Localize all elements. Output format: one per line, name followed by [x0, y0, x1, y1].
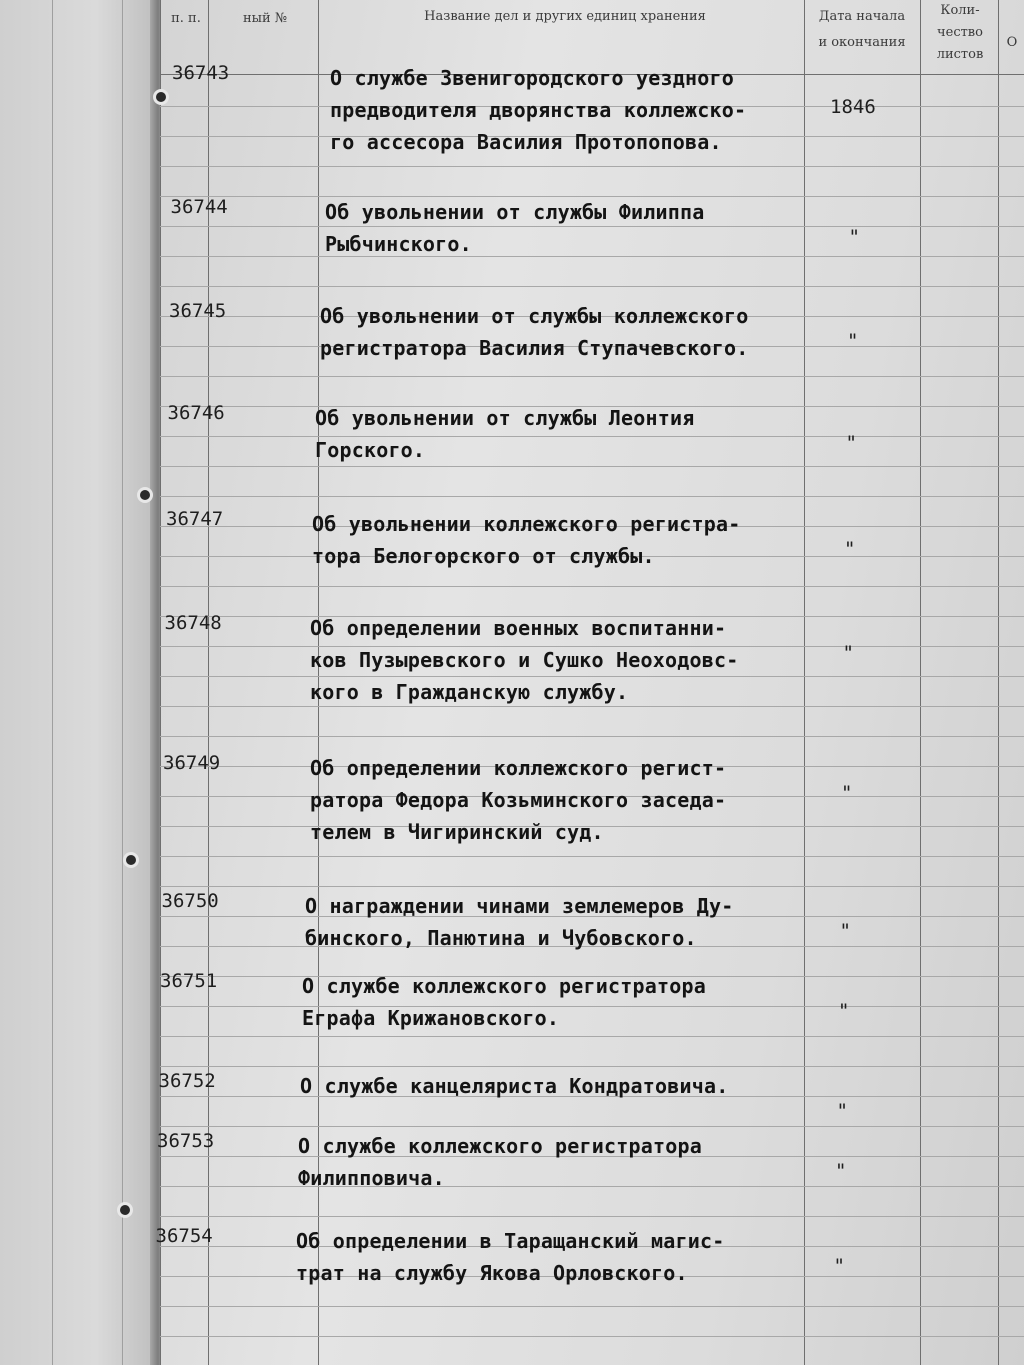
header-dates: Дата начала и окончания	[818, 9, 906, 50]
case-title-line: тора Белогорского от службы.	[312, 544, 655, 568]
case-title-line: Об определении в Таращанский магис-	[296, 1229, 725, 1253]
case-title-line: трат на службу Якова Орловского.	[296, 1261, 688, 1285]
case-date: "	[845, 432, 857, 454]
header-inv: ный №	[242, 11, 288, 26]
inventory-number: 36753	[157, 1130, 215, 1152]
case-date: "	[844, 538, 856, 560]
ruled-line	[160, 1336, 1024, 1337]
column-line-extra	[998, 0, 999, 1365]
ruled-line	[160, 736, 1024, 737]
case-title-line: Об увольнении от службы Филиппа	[325, 200, 705, 224]
case-date: "	[838, 1000, 850, 1022]
ruled-line	[160, 166, 1024, 167]
case-date: "	[842, 642, 854, 664]
inventory-number: 36752	[158, 1070, 216, 1092]
binding-ring	[140, 490, 150, 500]
case-title-line: Об увольнении коллежского регистра-	[312, 512, 741, 536]
case-date: "	[848, 226, 860, 248]
case-title-line: телем в Чигиринский суд.	[310, 820, 604, 844]
ruled-line	[160, 466, 1024, 467]
case-title-line: Об определении военных воспитанни-	[310, 616, 727, 640]
inventory-number: 36749	[163, 752, 221, 774]
binding-ring	[120, 1205, 130, 1215]
inventory-number: 36743	[172, 62, 230, 84]
column-line-num	[160, 0, 161, 1365]
inventory-number: 36748	[164, 612, 222, 634]
ruled-line	[160, 1036, 1024, 1037]
inventory-number: 36751	[160, 970, 218, 992]
ruled-line	[160, 586, 1024, 587]
case-title-line: предводителя дворянства коллежско-	[330, 98, 747, 122]
left-page-column-line	[122, 0, 123, 1365]
inventory-number: 36744	[170, 196, 228, 218]
ruled-line	[160, 1066, 1024, 1067]
ruled-line	[160, 886, 1024, 887]
binding-ring	[126, 855, 136, 865]
column-line-dates	[804, 0, 805, 1365]
header-count: Коли- чество листов	[936, 3, 984, 62]
ruled-line	[160, 1186, 1024, 1187]
case-title-line: ков Пузыревского и Сушко Неоходовс-	[310, 648, 739, 672]
inventory-number: 36746	[167, 402, 225, 424]
case-title-line: ратора Федора Козьминского заседа-	[310, 788, 727, 812]
column-line-count	[920, 0, 921, 1365]
case-date: "	[841, 782, 853, 804]
header-num: п. п.	[171, 11, 201, 26]
case-title-line: О награждении чинами землемеров Ду-	[305, 894, 734, 918]
case-title-line: регистратора Василия Ступачевского.	[320, 336, 749, 360]
binding-ring	[156, 92, 166, 102]
case-title-line: го ассесора Василия Протопопова.	[330, 130, 722, 154]
case-date: "	[835, 1160, 847, 1182]
case-title-line: О службе коллежского регистратора	[298, 1134, 702, 1158]
case-title-line: Об увольнении от службы коллежского	[320, 304, 749, 328]
inventory-number: 36745	[169, 300, 227, 322]
inventory-sheet	[155, 0, 1024, 1365]
case-date: "	[847, 330, 859, 352]
ruled-line	[160, 1216, 1024, 1217]
ruled-line	[160, 496, 1024, 497]
ruled-line	[160, 436, 1024, 437]
case-title-line: Еграфа Крижановского.	[302, 1006, 560, 1030]
ruled-line	[160, 286, 1024, 287]
ruled-line	[160, 256, 1024, 257]
case-date: "	[833, 1255, 845, 1277]
inventory-number: 36754	[155, 1225, 213, 1247]
ruled-line	[160, 1306, 1024, 1307]
header-extra: О	[1006, 35, 1018, 50]
header-title: Название дел и других единиц хранения	[424, 9, 706, 24]
case-title-line: Об увольнении от службы Леонтия	[315, 406, 695, 430]
case-title-line: О службе канцеляриста Кондратовича.	[300, 1074, 729, 1098]
case-date: 1846	[830, 96, 876, 118]
inventory-number: 36747	[166, 508, 224, 530]
case-date: "	[839, 920, 851, 942]
case-title-line: О службе Звенигородского уездного	[330, 66, 734, 90]
case-title-line: Горского.	[315, 438, 426, 462]
ruled-line	[160, 856, 1024, 857]
inventory-number: 36750	[161, 890, 219, 912]
case-date: "	[836, 1100, 848, 1122]
left-page-column-line	[52, 0, 53, 1365]
ruled-line	[160, 1006, 1024, 1007]
case-title-line: Об определении коллежского регист-	[310, 756, 727, 780]
ruled-line	[160, 376, 1024, 377]
case-title-line: О службе коллежского регистратора	[302, 974, 706, 998]
previous-page-strip	[0, 0, 160, 1365]
case-title-line: Филипповича.	[298, 1166, 445, 1190]
case-title-line: кого в Гражданскую службу.	[310, 680, 629, 704]
case-title-line: бинского, Панютина и Чубовского.	[305, 926, 697, 950]
case-title-line: Рыбчинского.	[325, 232, 472, 256]
ruled-line	[160, 1126, 1024, 1127]
